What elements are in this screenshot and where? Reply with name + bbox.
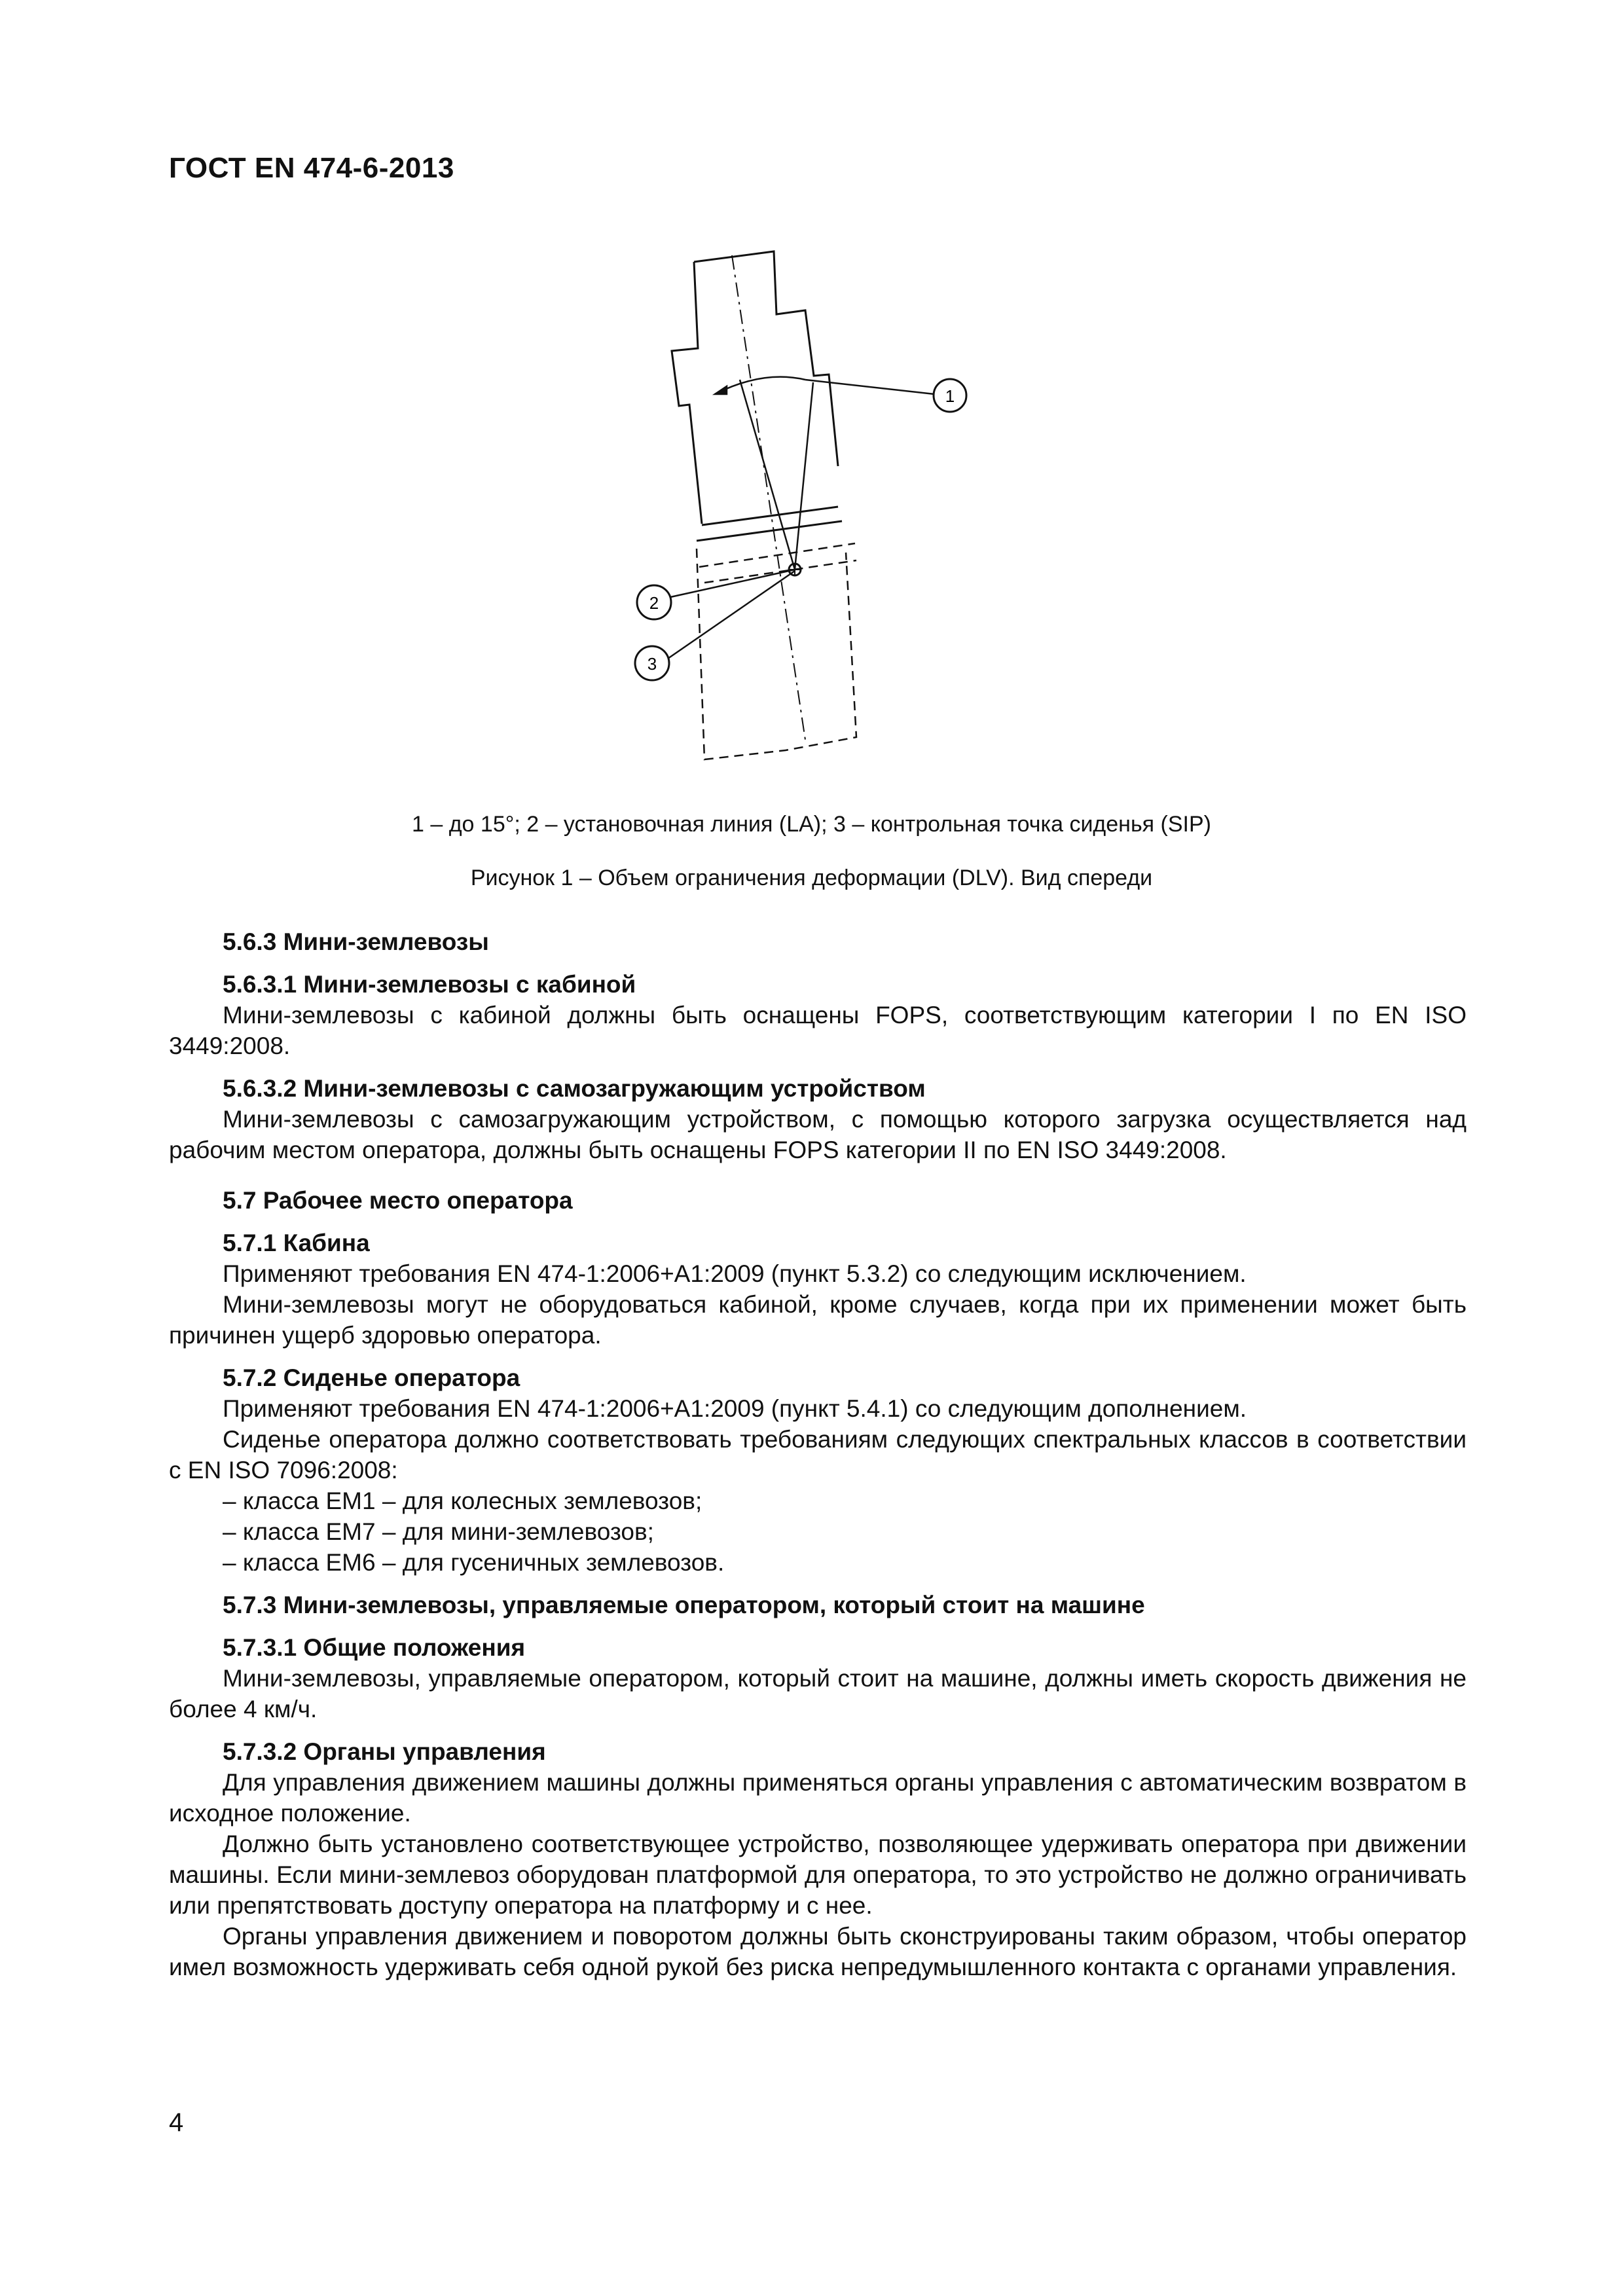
section-5-7-3-2-heading: 5.7.3.2 Органы управления	[223, 1738, 546, 1765]
section-5-7-3-1-heading: 5.7.3.1 Общие положения	[223, 1634, 526, 1661]
section-5-7-1-heading: 5.7.1 Кабина	[223, 1230, 370, 1256]
callout-1	[934, 379, 966, 412]
document-body	[169, 926, 1467, 1982]
paragraph: Мини-землевозы могут не оборудоваться кабиной, кроме случаев, когда при их применении может быть причинен ущерб здоровью оператора.	[169, 1291, 1467, 1349]
list-item: – класса EM7 – для мини-землевозов;	[223, 1518, 654, 1545]
paragraph: Мини-землевозы с самозагружающим устройством, с помощью которого загрузка осуществляется над рабочим местом оператора, должны быть оснащены FOPS категории II по EN ISO 3449:2008.	[169, 1106, 1467, 1163]
callout-1-label: 1	[945, 386, 955, 406]
list-item: – класса EM6 – для гусеничных землевозов.	[223, 1549, 725, 1576]
paragraph: Сиденье оператора должно соответствовать требованиям следующих спектральных классов в соответствии с EN ISO 7096:2008:	[169, 1426, 1467, 1484]
document-header: ГОСТ EN 474-6-2013	[169, 152, 454, 184]
page-number: 4	[169, 2108, 184, 2137]
callout-3-label: 3	[647, 654, 657, 674]
section-5-7-heading: 5.7 Рабочее место оператора	[223, 1187, 573, 1214]
paragraph: Органы управления движением и поворотом должны быть сконструированы таким образом, чтобы оператор имел возможность удерживать себя одной рукой без риска непредумышленного контакта с органами управления.	[169, 1923, 1467, 1980]
callout-2	[637, 585, 671, 619]
paragraph: Применяют требования EN 474-1:2006+A1:2009 (пункт 5.3.2) со следующим исключением.	[223, 1260, 1247, 1287]
dlv-outline	[672, 251, 842, 541]
callout-2-label: 2	[649, 593, 659, 613]
figure-caption: Рисунок 1 – Объем ограничения деформации (DLV). Вид спереди	[470, 866, 1153, 890]
paragraph: Мини-землевозы, управляемые оператором, который стоит на машине, должны иметь скорость движения не более 4 км/ч.	[169, 1665, 1467, 1722]
dlv-dashed-outline	[697, 543, 856, 759]
section-5-6-3-2-heading: 5.6.3.2 Мини-землевозы с самозагружающим устройством	[223, 1075, 926, 1102]
section-5-7-2-heading: 5.7.2 Сиденье оператора	[223, 1364, 520, 1391]
angle-indicator	[715, 377, 813, 570]
paragraph: Мини-землевозы с кабиной должны быть оснащены FOPS, соответствующим категории I по EN ISO 3449:2008.	[169, 1002, 1467, 1059]
figure-legend: 1 – до 15°; 2 – установочная линия (LA); 3 – контрольная точка сиденья (SIP)	[412, 812, 1211, 837]
leader-lines	[668, 380, 934, 659]
dlv-center-axis	[732, 255, 805, 740]
paragraph: Должно быть установлено соответствующее устройство, позволяющее удерживать оператора при движении машины. Если мини-землевоз оборудован платформой для оператора, то это устройство не должно ограничивать или препятствовать доступу оператора на платформу и с нее.	[169, 1831, 1467, 1919]
section-5-7-3-heading: 5.7.3 Мини-землевозы, управляемые оператором, который стоит на машине	[223, 1592, 1145, 1618]
list-item: – класса EM1 – для колесных землевозов;	[223, 1487, 702, 1514]
dlv-diagram	[629, 242, 995, 792]
paragraph: Применяют требования EN 474-1:2006+A1:2009 (пункт 5.4.1) со следующим дополнением.	[223, 1395, 1247, 1422]
section-5-6-3-1-heading: 5.6.3.1 Мини-землевозы с кабиной	[223, 971, 636, 998]
paragraph: Для управления движением машины должны применяться органы управления с автоматическим возвратом в исходное положение.	[169, 1769, 1467, 1827]
section-5-6-3-heading: 5.6.3 Мини-землевозы	[223, 928, 489, 955]
figure-dlv-front-view	[629, 242, 995, 792]
callout-3	[635, 646, 669, 680]
